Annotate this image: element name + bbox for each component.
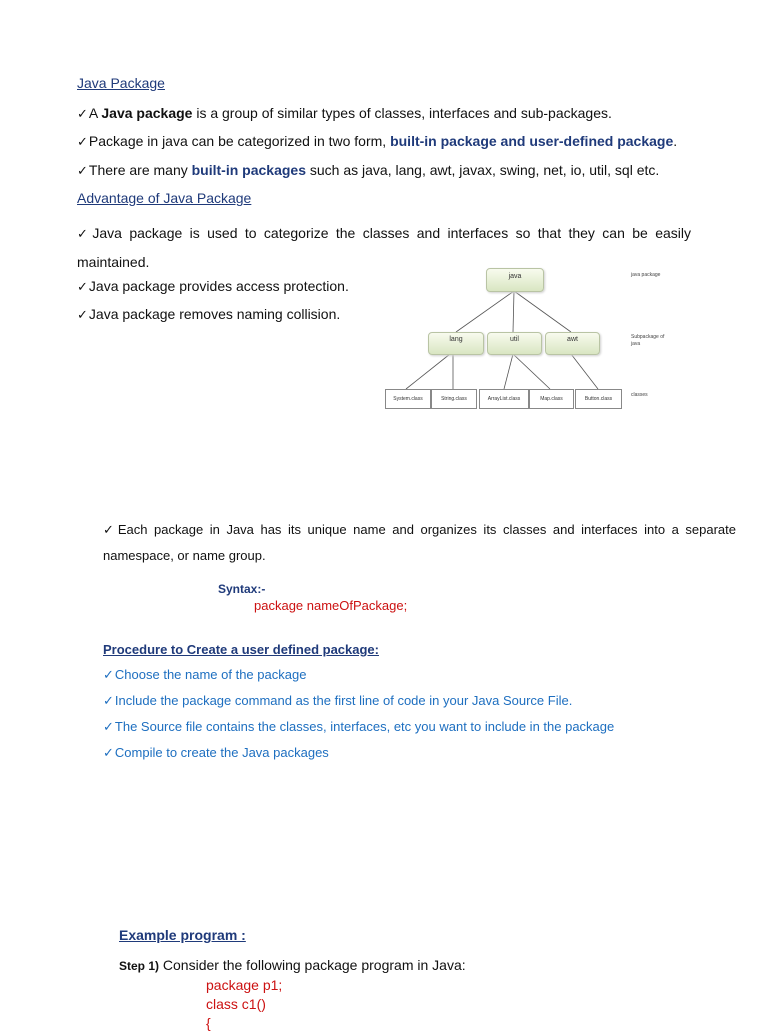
check-icon: ✓ <box>77 279 88 294</box>
diagram-sub-awt: awt <box>545 332 600 355</box>
bullet-categorize: ✓Java package is used to categorize the classes and interfaces so that they can be easily maintained. <box>77 225 691 270</box>
check-icon: ✓ <box>77 163 88 178</box>
diagram-label-subpackage: Subpackage of java <box>631 334 665 347</box>
syntax-code: package nameOfPackage; <box>254 598 408 613</box>
check-icon: ✓ <box>77 134 88 149</box>
check-icon: ✓ <box>103 522 117 537</box>
diagram-sub-util: util <box>487 332 542 355</box>
procedure-title: Procedure to Create a user defined package: <box>103 642 379 657</box>
diagram-label-java-package: java package <box>631 272 661 278</box>
diagram-class-string: String.class <box>431 389 477 409</box>
check-icon: ✓ <box>103 719 114 734</box>
check-icon: ✓ <box>77 226 92 241</box>
diagram-class-map: Map.class <box>529 389 574 409</box>
diagram-root-java: java <box>486 268 544 292</box>
procedure-step: ✓Include the package command as the first line of code in your Java Source File. <box>103 693 573 708</box>
bullet-naming-collision: ✓Java package removes naming collision. <box>77 306 341 322</box>
example-title: Example program : <box>119 927 246 943</box>
bullet-java-package-definition: ✓A Java package is a group of similar types of classes, interfaces and sub-packages. <box>77 105 612 121</box>
code-line: class c1() <box>206 996 266 1012</box>
check-icon: ✓ <box>77 106 88 121</box>
diagram-sub-lang: lang <box>428 332 484 355</box>
section-title-java-package: Java Package <box>77 75 165 91</box>
procedure-step: ✓Choose the name of the package <box>103 667 307 682</box>
diagram-class-system: System.class <box>385 389 431 409</box>
bullet-built-in-packages: ✓There are many built-in packages such as java, lang, awt, javax, swing, net, io, util, sql etc. <box>77 162 660 178</box>
diagram-label-classes: classes <box>631 392 648 398</box>
bullet-unique-name: ✓Each package in Java has its unique name and organizes its classes and interfaces into a separate namespace, or name group. <box>103 522 736 563</box>
diagram-class-arraylist: ArrayList.class <box>479 389 529 409</box>
section-title-advantage: Advantage of Java Package <box>77 190 252 206</box>
procedure-step: ✓The Source file contains the classes, interfaces, etc you want to include in the package <box>103 719 615 734</box>
bullet-access-protection: ✓Java package provides access protection. <box>77 278 349 294</box>
check-icon: ✓ <box>77 307 88 322</box>
example-code-block <box>206 976 282 1033</box>
diagram-class-button: Button.class <box>575 389 622 409</box>
code-line: package p1; <box>206 977 283 993</box>
package-hierarchy-diagram <box>378 256 680 414</box>
procedure-step: ✓Compile to create the Java packages <box>103 745 329 760</box>
example-step-1: Step 1) Consider the following package program in Java: <box>119 957 466 973</box>
check-icon: ✓ <box>103 667 114 682</box>
code-line: { <box>206 1015 211 1031</box>
bullet-package-categories: ✓Package in java can be categorized in two form, built-in package and user-defined package. <box>77 133 678 149</box>
check-icon: ✓ <box>103 693 114 708</box>
syntax-label: Syntax:- <box>218 582 266 596</box>
check-icon: ✓ <box>103 745 114 760</box>
